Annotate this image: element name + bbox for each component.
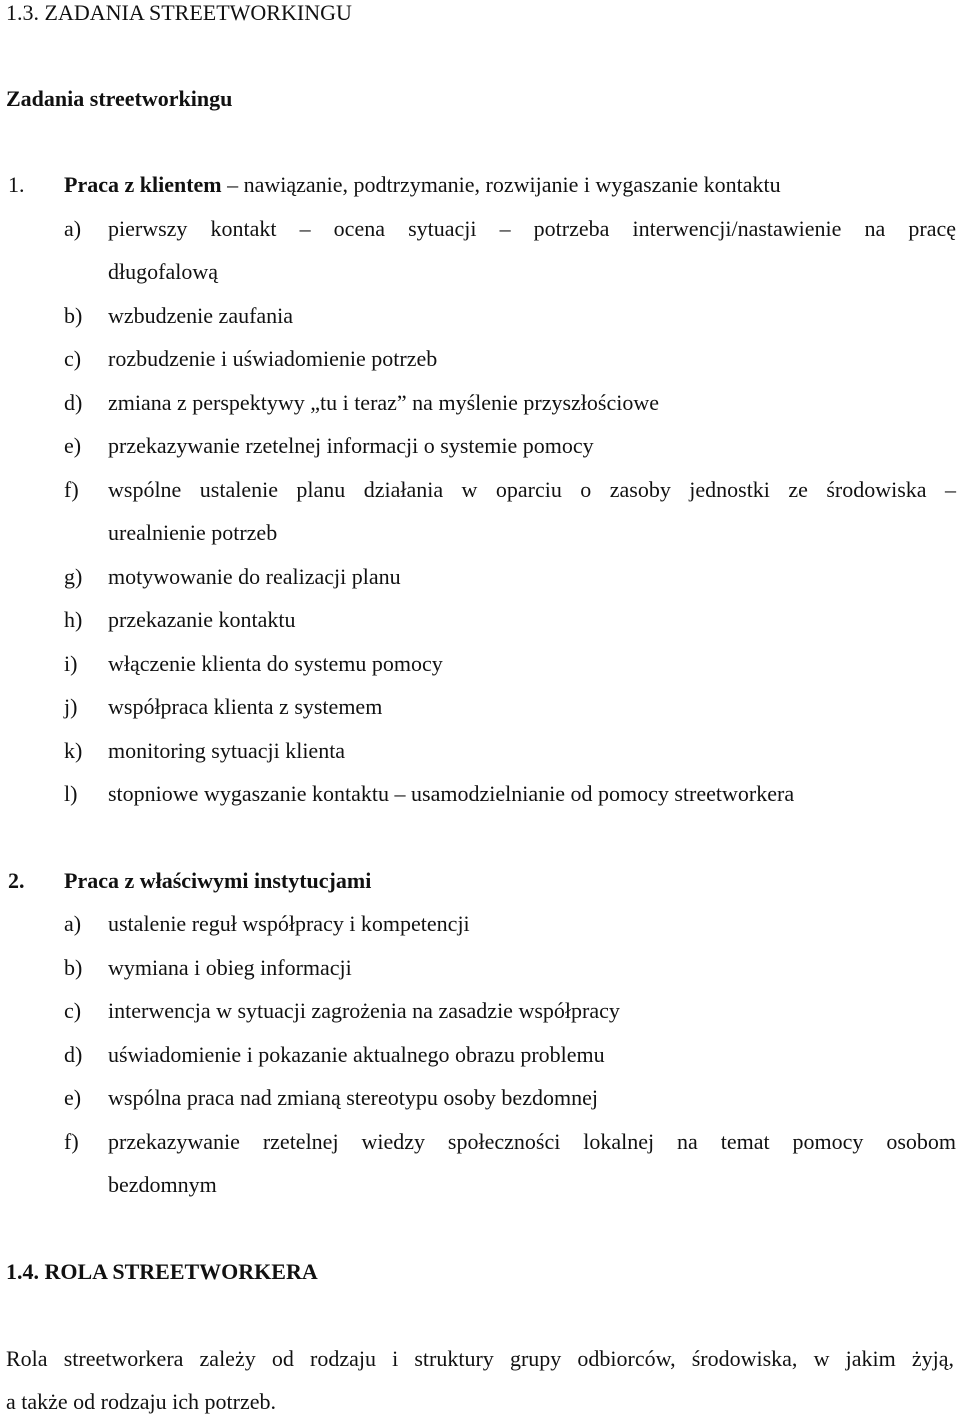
list-item — [0, 651, 960, 677]
item-text: ustalenie reguł współpracy i kompetencji — [108, 911, 470, 936]
item-letter: l) — [64, 781, 78, 806]
item-text: wspólne ustalenie planu działania w oparciu o zasoby jednostki ze środowiska – — [108, 477, 956, 502]
item-letter: b) — [64, 955, 83, 980]
item-letter: f) — [64, 477, 79, 502]
list-item — [0, 607, 960, 633]
task-1-number: 1. — [8, 172, 25, 197]
item-letter: a) — [64, 911, 82, 936]
item-letter: b) — [64, 303, 83, 328]
item-text-cont: bezdomnym — [108, 1172, 217, 1197]
list-item — [0, 346, 960, 372]
list-item — [0, 216, 960, 242]
item-text: stopniowe wygaszanie kontaktu – usamodzielnianie od pomocy streetworkera — [108, 781, 795, 806]
task-1-title-rest: – nawiązanie, podtrzymanie, rozwijanie i wygaszanie kontaktu — [221, 172, 781, 197]
item-letter: f) — [64, 1129, 79, 1154]
list-item — [0, 303, 960, 329]
item-letter: k) — [64, 738, 83, 763]
list-item — [0, 694, 960, 720]
task-1-heading — [0, 172, 960, 198]
list-item-continuation — [0, 259, 960, 285]
list-item — [0, 998, 960, 1024]
list-item — [0, 1085, 960, 1111]
list-item — [0, 433, 960, 459]
subtitle: Zadania streetworkingu — [6, 86, 233, 111]
item-text: przekazywanie rzetelnej wiedzy społeczności lokalnej na temat pomocy osobom — [108, 1129, 956, 1154]
task-1-title-bold: Praca z klientem — [64, 172, 222, 197]
item-text-cont: urealnienie potrzeb — [108, 520, 278, 545]
item-text: przekazywanie rzetelnej informacji o systemie pomocy — [108, 433, 594, 458]
list-item — [0, 738, 960, 764]
item-text: zmiana z perspektywy „tu i teraz” na myślenie przyszłościowe — [108, 390, 659, 415]
task-2-title: Praca z właściwymi instytucjami — [64, 868, 372, 893]
item-letter: g) — [64, 564, 83, 589]
item-letter: c) — [64, 346, 82, 371]
item-text: wymiana i obieg informacji — [108, 955, 352, 980]
item-letter: h) — [64, 607, 83, 632]
list-item — [0, 955, 960, 981]
section-heading-1-4: 1.4. ROLA STREETWORKERA — [6, 1259, 318, 1284]
item-text: uświadomienie i pokazanie aktualnego obrazu problemu — [108, 1042, 605, 1067]
paragraph-line-1: Rola streetworkera zależy od rodzaju i struktury grupy odbiorców, środowiska, w jakim żyją, — [6, 1346, 954, 1371]
item-letter: d) — [64, 1042, 83, 1067]
task-1-title — [64, 172, 781, 198]
item-letter: c) — [64, 998, 82, 1023]
item-text: wzbudzenie zaufania — [108, 303, 294, 328]
section-heading-1-3: 1.3. ZADANIA STREETWORKINGU — [6, 0, 352, 25]
list-item — [0, 564, 960, 590]
item-text: motywowanie do realizacji planu — [108, 564, 401, 589]
item-letter: i) — [64, 651, 78, 676]
item-letter: e) — [64, 1085, 82, 1110]
item-text: pierwszy kontakt – ocena sytuacji – potrzeba interwencji/nastawienie na pracę — [108, 216, 956, 241]
item-letter: e) — [64, 433, 82, 458]
item-letter: d) — [64, 390, 83, 415]
item-letter: a) — [64, 216, 82, 241]
paragraph-line — [0, 1346, 960, 1372]
list-item-continuation — [0, 520, 960, 546]
list-item — [0, 390, 960, 416]
item-text: wspólna praca nad zmianą stereotypu osoby bezdomnej — [108, 1085, 598, 1110]
task-2-heading — [0, 868, 960, 894]
item-text-cont: długofalową — [108, 259, 218, 284]
item-text: przekazanie kontaktu — [108, 607, 296, 632]
item-text: monitoring sytuacji klienta — [108, 738, 346, 763]
item-text: interwencja w sytuacji zagrożenia na zasadzie współpracy — [108, 998, 620, 1023]
list-item — [0, 781, 960, 807]
item-letter: j) — [64, 694, 78, 719]
list-item — [0, 1129, 960, 1155]
list-item-continuation — [0, 1172, 960, 1198]
list-item — [0, 477, 960, 503]
list-item — [0, 911, 960, 937]
paragraph-line-2: a także od rodzaju ich potrzeb. — [6, 1389, 276, 1414]
list-item — [0, 1042, 960, 1068]
item-text: włączenie klienta do systemu pomocy — [108, 651, 443, 676]
item-text: rozbudzenie i uświadomienie potrzeb — [108, 346, 438, 371]
item-text: współpraca klienta z systemem — [108, 694, 383, 719]
task-2-number: 2. — [8, 868, 25, 893]
